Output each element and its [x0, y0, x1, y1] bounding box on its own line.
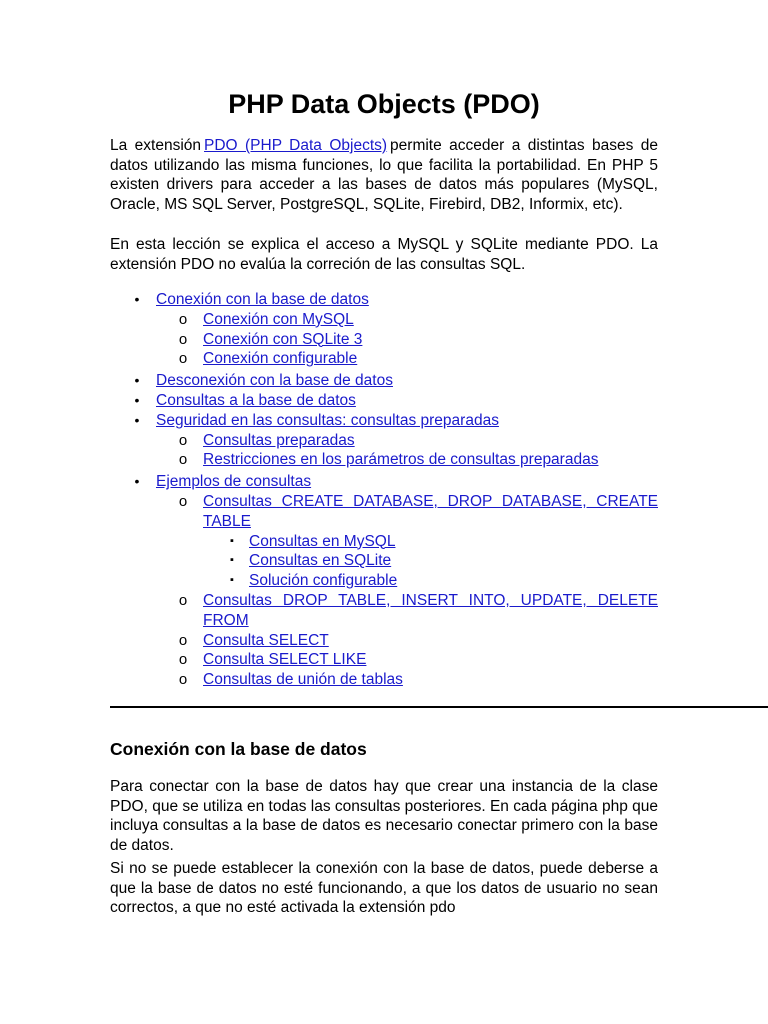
- toc-link-create-sqlite[interactable]: Consultas en SQLite: [249, 552, 392, 570]
- toc-link-ejemplos[interactable]: Ejemplos de consultas: [156, 473, 312, 491]
- intro-text-before: La extensión: [110, 137, 202, 154]
- bullet-square-icon: ▪: [230, 554, 234, 567]
- section-heading: Conexión con la base de datos: [110, 739, 367, 759]
- intro-text-after: permite acceder a distintas bases de datos utilizando las misma funciones, lo que facilita la portabilidad. En PHP 5 existen drivers para acceder a las bases de datos más populares (MySQL, Oracle, MS SQL Server, PostgreSQL, SQLite, Firebird, DB2, Informix, etc).: [110, 137, 659, 213]
- toc-item-conexion: [110, 290, 658, 310]
- toc-list: [110, 290, 658, 690]
- toc-item-consultas-preparadas: [110, 431, 658, 451]
- page-title: PHP Data Objects (PDO): [228, 89, 540, 119]
- pdo-link[interactable]: PDO (PHP Data Objects): [204, 137, 388, 154]
- section-paragraph-2: Si no se puede establecer la conexión con la base de datos, puede deberse a que la base de datos no esté funcionando, a que los datos de usuario no sean correctos, a que no esté activada la extensión pdo: [110, 860, 658, 916]
- toc-item-select-like: [110, 650, 658, 670]
- bullet-disc-icon: •: [134, 411, 140, 428]
- toc-link-conexion[interactable]: Conexión con la base de datos: [156, 291, 369, 308]
- bullet-circle-icon: o: [178, 350, 188, 368]
- toc-item-create-sqlite: [110, 551, 658, 571]
- bullet-square-icon: ▪: [230, 574, 234, 587]
- toc-item-conexion-sqlite: [110, 330, 658, 350]
- bullet-disc-icon: •: [134, 372, 140, 389]
- toc-link-union[interactable]: Consultas de unión de tablas: [203, 671, 403, 689]
- toc-item-drop: [110, 591, 658, 631]
- bullet-circle-icon: o: [178, 671, 188, 689]
- bullet-circle-icon: o: [178, 431, 188, 449]
- section-paragraph-1: Para conectar con la base de datos hay que crear una instancia de la clase PDO, que se utiliza en todas las consultas posteriores. En cada página php que incluya consultas a la base de datos es necesario conectar primero con la base de datos.: [110, 778, 659, 854]
- toc-link-drop[interactable]: Consultas DROP TABLE, INSERT INTO, UPDATE, DELETE FROM: [203, 591, 658, 629]
- toc-item-restricciones: [110, 450, 658, 470]
- toc-item-consultas: [110, 391, 658, 411]
- toc-item-union: [110, 670, 658, 690]
- toc-link-conexion-sqlite[interactable]: Conexión con SQLite 3: [203, 330, 363, 348]
- section-divider: [110, 706, 768, 708]
- toc-link-select[interactable]: Consulta SELECT: [203, 631, 329, 649]
- intro-paragraph-1: [110, 136, 658, 214]
- toc-item-seguridad: [110, 411, 658, 431]
- toc-link-create-configurable[interactable]: Solución configurable: [249, 572, 398, 590]
- toc-link-desconexion[interactable]: Desconexión con la base de datos: [156, 372, 393, 390]
- bullet-disc-icon: •: [134, 473, 140, 490]
- toc-link-seguridad[interactable]: Seguridad en las consultas: consultas preparadas: [156, 411, 499, 429]
- toc-link-restricciones[interactable]: Restricciones en los parámetros de consultas preparadas: [203, 451, 599, 469]
- bullet-circle-icon: o: [178, 310, 188, 328]
- toc-link-select-like[interactable]: Consulta SELECT LIKE: [203, 651, 367, 669]
- intro-paragraph-2: En esta lección se explica el acceso a MySQL y SQLite mediante PDO. La extensión PDO no evalúa la correción de las consultas SQL.: [110, 236, 658, 273]
- bullet-circle-icon: o: [178, 631, 188, 649]
- toc-link-create-mysql[interactable]: Consultas en MySQL: [249, 532, 396, 550]
- bullet-circle-icon: o: [178, 591, 188, 609]
- toc-item-select: [110, 631, 658, 651]
- toc-link-conexion-configurable[interactable]: Conexión configurable: [203, 350, 358, 368]
- bullet-disc-icon: •: [134, 391, 140, 408]
- toc-item-create-mysql: [110, 532, 658, 552]
- toc-link-consultas-preparadas[interactable]: Consultas preparadas: [203, 431, 355, 449]
- toc-link-conexion-mysql[interactable]: Conexión con MySQL: [203, 310, 354, 328]
- toc-link-create[interactable]: Consultas CREATE DATABASE, DROP DATABASE, CREATE TABLE: [203, 492, 658, 530]
- bullet-circle-icon: o: [178, 651, 188, 669]
- toc-item-desconexion: [110, 371, 658, 391]
- toc-item-conexion-mysql: [110, 310, 658, 330]
- bullet-circle-icon: o: [178, 330, 188, 348]
- bullet-disc-icon: •: [134, 291, 140, 307]
- table-of-contents: [110, 290, 658, 690]
- bullet-circle-icon: o: [178, 451, 188, 469]
- toc-item-create-configurable: [110, 571, 658, 591]
- toc-item-conexion-configurable: [110, 349, 658, 369]
- toc-link-consultas[interactable]: Consultas a la base de datos: [156, 391, 356, 409]
- bullet-square-icon: ▪: [230, 534, 234, 547]
- bullet-circle-icon: o: [178, 492, 188, 510]
- toc-item-create: [110, 492, 658, 532]
- toc-item-ejemplos: [110, 472, 658, 492]
